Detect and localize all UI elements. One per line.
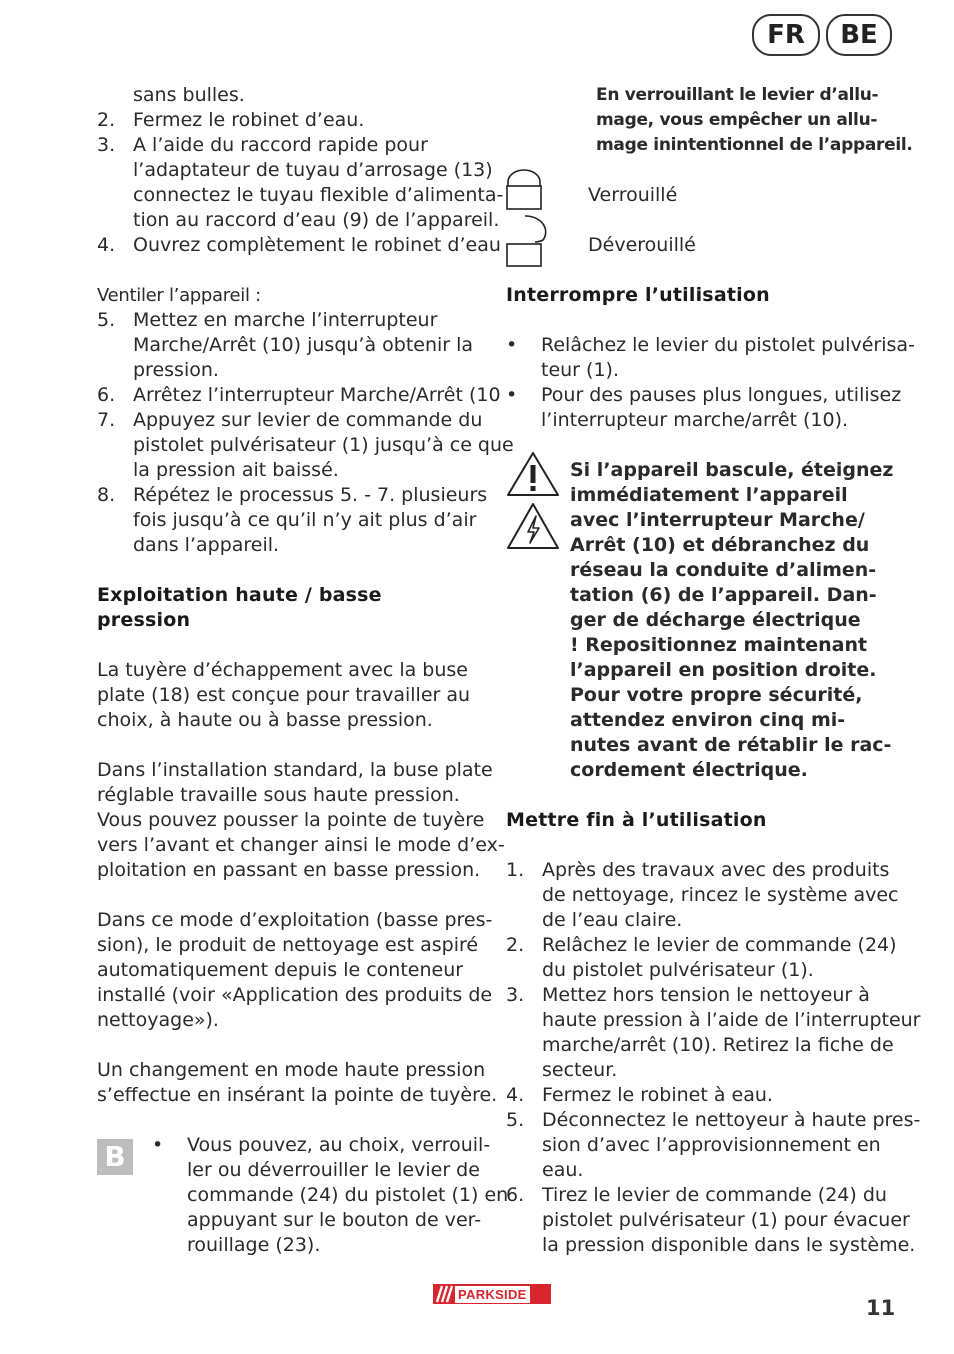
parkside-logo (433, 1284, 551, 1304)
left-column (97, 83, 514, 1108)
section-heading-exploitation (97, 583, 487, 633)
paragraph-line: réglable travaille sous haute pression. (97, 784, 460, 806)
list-item-line: Répétez le processus 5. - 7. plusieurs (133, 484, 488, 506)
bullet-item (506, 383, 902, 433)
paragraph-1 (97, 658, 487, 733)
list-item-line: Fermez le robinet à eau. (542, 1084, 773, 1106)
electric-hazard-icon (506, 502, 560, 550)
list-item (97, 383, 501, 408)
ventiler-label: Ventiler l’appareil : (97, 285, 261, 306)
paragraph-line: Vous pouvez pousser la pointe de tuyère (97, 809, 485, 831)
warning-line: cordement électrique. (570, 759, 808, 781)
paragraph-line: Un changement en mode haute pression (97, 1059, 486, 1081)
list-item-line: pression. (133, 359, 219, 381)
warning-line: réseau la conduite d’alimen- (570, 559, 877, 581)
list-item-line: pistolet pulvérisateur (1) pour évacuer (542, 1209, 910, 1231)
lock-bullet (152, 1133, 509, 1258)
warning-line: ger de décharge électrique (570, 609, 861, 631)
bullet-line: l’interrupteur marche/arrêt (10). (541, 409, 849, 431)
list-item-number: 2. (506, 934, 525, 956)
paragraph-line: Dans l’installation standard, la buse plate (97, 759, 493, 781)
list-item-line: Ouvrez complètement le robinet d’eau (133, 234, 501, 256)
list-item-number: 7. (97, 409, 116, 431)
figure-ref-b-badge: B (97, 1139, 133, 1175)
warning-line: tation (6) de l’appareil. Dan- (570, 584, 877, 606)
paragraph-line: automatiquement depuis le conteneur (97, 959, 464, 981)
list-item-line: de l’eau claire. (542, 909, 683, 931)
list-item-line: eau. (542, 1159, 584, 1181)
bullet-line: Pour des pauses plus longues, utilisez (541, 384, 902, 406)
list-item-line: Fermez le robinet d’eau. (133, 109, 365, 131)
list-item-line: du pistolet pulvérisateur (1). (542, 959, 814, 981)
paragraph-3 (97, 908, 493, 1033)
paragraph-line: installé (voir «Application des produits de (97, 984, 493, 1006)
warning-triangle-icon (506, 451, 560, 497)
paragraph-line: plate (18) est conçue pour travailler au (97, 684, 471, 706)
list-item-number: 4. (97, 234, 116, 256)
list-item-line: la pression ait baissé. (133, 459, 339, 481)
warning-line: attendez environ cinq mi- (570, 709, 846, 731)
list-item-line: haute pression à l’aide de l’interrupteur (542, 1009, 921, 1031)
list-item-line: Mettez hors tension le nettoyeur à (542, 984, 870, 1006)
bullet-line: commande (24) du pistolet (1) en (187, 1184, 509, 1206)
padlock-unlocked-icon (505, 212, 553, 268)
list-item-number: 6. (97, 384, 116, 406)
list-item (506, 933, 906, 983)
list-item-line: Mettez en marche l’interrupteur (133, 309, 438, 331)
list-item-line: pistolet pulvérisateur (1) jusqu’à ce que (133, 434, 514, 456)
list-item-number: 4. (506, 1084, 525, 1106)
list-item-line: connectez le tuyau flexible d’alimenta- (133, 184, 504, 206)
warning-line: Pour votre propre sécurité, (570, 684, 863, 706)
list-item-line: Appuyez sur levier de commande du (133, 409, 483, 431)
paragraph-line: nettoyage»). (97, 1009, 219, 1031)
list-item (97, 483, 487, 558)
bullet-line: Relâchez le levier du pistolet pulvérisa- (541, 334, 915, 356)
warning-line: avec l’interrupteur Marche/ (570, 509, 865, 531)
list-item-number: 6. (506, 1184, 525, 1206)
paragraph-line: ploitation en passant en basse pression. (97, 859, 481, 881)
paragraph-line: sion), le produit de nettoyage est aspiré (97, 934, 479, 956)
steps-list-b (97, 308, 514, 558)
list-item-number: 8. (97, 484, 116, 506)
list-item-line: secteur. (542, 1059, 618, 1081)
logo-stripes-icon (433, 1284, 455, 1304)
list-item (506, 858, 906, 933)
list-item-line: A l’aide du raccord rapide pour (133, 134, 428, 156)
warning-line: ! Repositionnez maintenant (570, 634, 868, 656)
warning-line: l’appareil en position droite. (570, 659, 877, 681)
warning-line: immédiatement l’appareil (570, 484, 848, 506)
list-item-line: de nettoyage, rincez le système avec (542, 884, 899, 906)
list-item (97, 308, 487, 383)
end-steps-list (506, 858, 921, 1258)
list-item-number: 3. (97, 134, 116, 156)
padlock-locked-icon (505, 168, 545, 212)
list-item-line: tion au raccord d’eau (9) de l’appareil. (133, 209, 500, 231)
bullet-item (506, 333, 915, 383)
note-line: mage inintentionnel de l’appareil. (596, 135, 913, 155)
bullet-line: rouillage (23). (187, 1234, 321, 1256)
list-item-line: Relâchez le levier de commande (24) (542, 934, 897, 956)
list-item (506, 983, 921, 1083)
brand-name: PARKSIDE (455, 1286, 530, 1303)
list-item-number: 3. (506, 984, 525, 1006)
list-item-line: fois jusqu’à ce qu’il n’y ait plus d’air (133, 509, 477, 531)
section-heading-interrupt: Interrompre l’utilisation (506, 284, 770, 306)
paragraph-line: vers l’avant et changer ainsi le mode d’ex- (97, 834, 505, 856)
list-item-number: 1. (506, 859, 525, 881)
list-item-number: 5. (97, 309, 116, 331)
list-item (506, 1183, 916, 1258)
continuation-text: sans bulles. (133, 84, 245, 106)
lang-badge-be: BE (826, 14, 892, 56)
list-item-line: Arrêtez l’interrupteur Marche/Arrêt (10 (133, 384, 501, 406)
note-line: mage, vous empêcher un allu- (596, 110, 878, 130)
locked-label: Verrouillé (588, 184, 678, 206)
bullet-line: appuyant sur le bouton de ver- (187, 1209, 482, 1231)
interrupt-bullets (506, 333, 915, 433)
bullet-line: teur (1). (541, 359, 619, 381)
list-item (506, 1108, 921, 1183)
paragraph-4 (97, 1058, 498, 1108)
list-item-number: 2. (97, 109, 116, 131)
list-item-line: la pression disponible dans le système. (542, 1234, 916, 1256)
paragraph-line: La tuyère d’échappement avec la buse (97, 659, 468, 681)
list-item-line: l’adaptateur de tuyau d’arrosage (13) (133, 159, 493, 181)
bullet-line: Vous pouvez, au choix, verrouil- (187, 1134, 491, 1156)
bullet-line: ler ou déverrouiller le levier de (187, 1159, 480, 1181)
list-item-line: Tirez le levier de commande (24) du (542, 1184, 887, 1206)
paragraph-line: s’effectue en insérant la pointe de tuyère. (97, 1084, 498, 1106)
lock-bullet-text (152, 1133, 509, 1258)
paragraph-line: choix, à haute ou à basse pression. (97, 709, 433, 731)
note-line: En verrouillant le levier d’allu- (596, 85, 879, 105)
list-item-line: sion d’avec l’approvisionnement en (542, 1134, 881, 1156)
warning-text (570, 458, 900, 783)
lock-note (596, 83, 913, 158)
list-item-number: 5. (506, 1109, 525, 1131)
warning-line: Arrêt (10) et débranchez du (570, 534, 870, 556)
list-item (506, 1083, 906, 1108)
bullet-dot: • (506, 384, 518, 406)
list-item-line: Après des travaux avec des produits (542, 859, 890, 881)
bullet-dot: • (506, 334, 518, 356)
unlocked-label: Déverouillé (588, 234, 696, 256)
list-item-line: dans l’appareil. (133, 534, 280, 556)
list-item-line: Déconnectez le nettoyeur à haute pres- (542, 1109, 921, 1131)
list-item-line: Marche/Arrêt (10) jusqu’à obtenir la (133, 334, 474, 356)
bullet-dot: • (152, 1134, 164, 1156)
steps-list-a (97, 108, 504, 258)
page-number: 11 (866, 1296, 896, 1320)
heading-line: pression (97, 609, 191, 631)
paragraph-line: Dans ce mode d’exploitation (basse pres- (97, 909, 493, 931)
paragraph-2 (97, 758, 505, 883)
list-item (97, 108, 487, 133)
heading-line: Exploitation haute / basse (97, 584, 382, 606)
list-item (97, 233, 501, 258)
list-item (97, 408, 514, 483)
warning-line: nutes avant de rétablir le rac- (570, 734, 892, 756)
lang-badge-fr: FR (752, 14, 820, 56)
warning-line: Si l’appareil bascule, éteignez (570, 459, 894, 481)
list-item (97, 133, 504, 233)
section-heading-end: Mettre fin à l’utilisation (506, 809, 767, 831)
list-item-line: marche/arrêt (10). Retirez la fiche de (542, 1034, 894, 1056)
